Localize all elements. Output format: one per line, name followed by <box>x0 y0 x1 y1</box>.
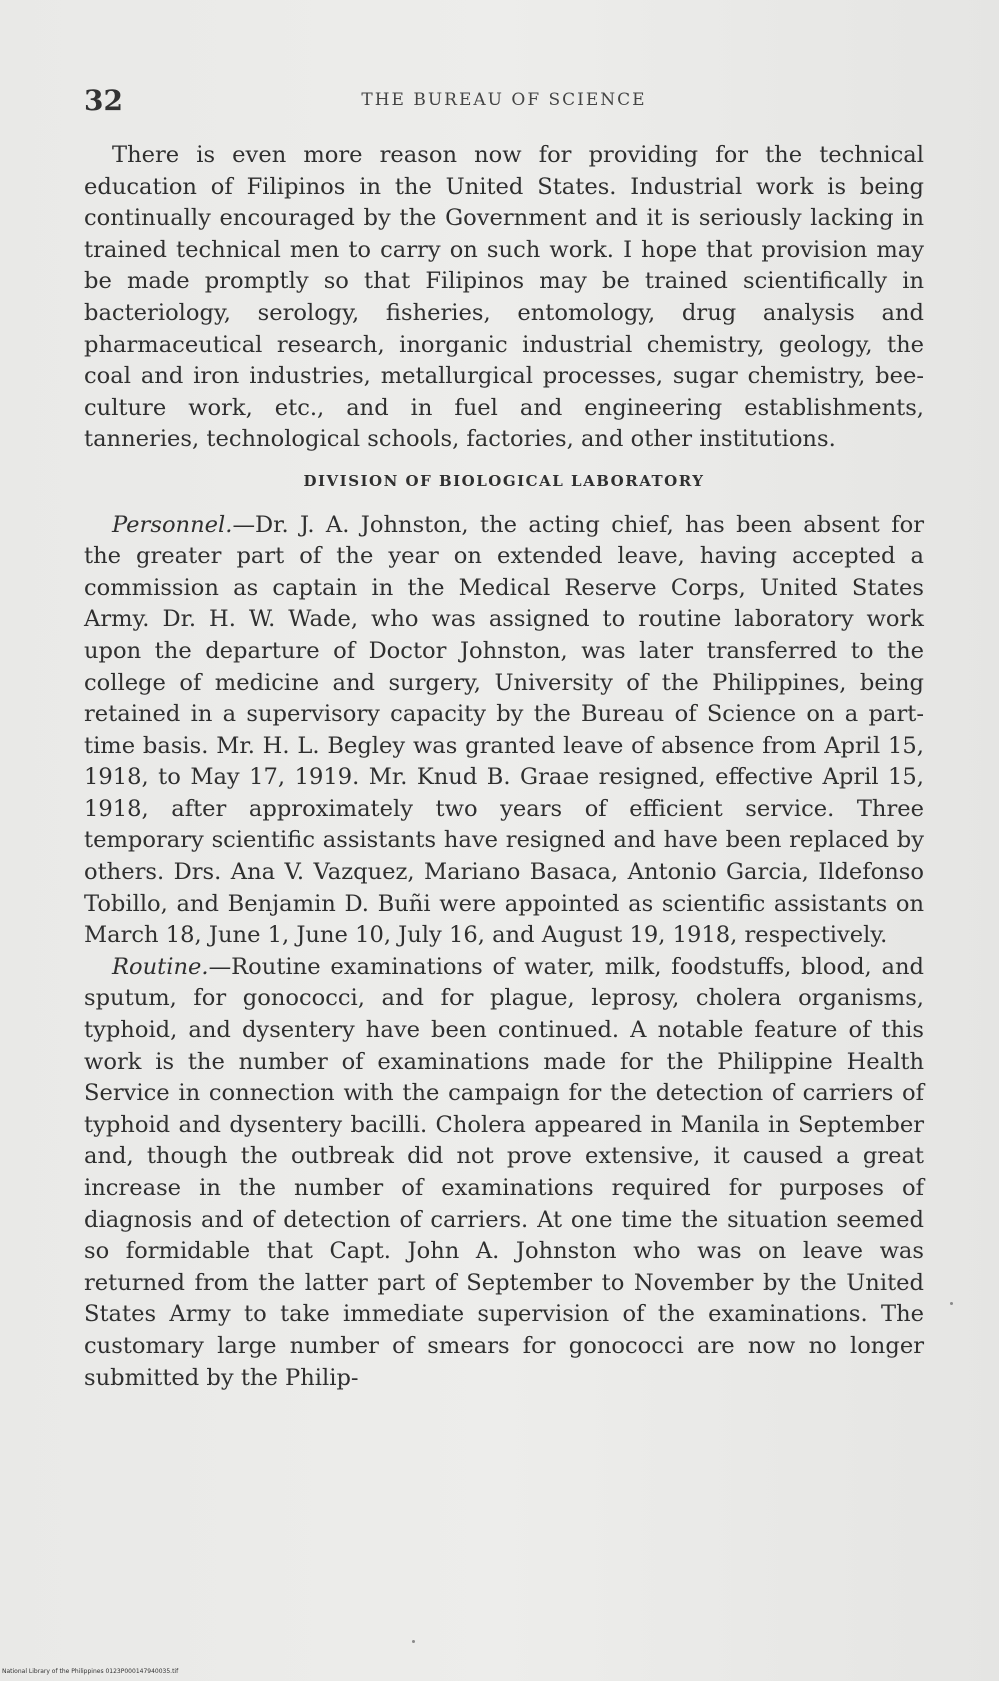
paragraph-text-routine: —Routine examinations of water, milk, foodstuffs, blood, and sputum, for gonococci, and for plague, leprosy, cholera organisms, typhoid, and dysentery have been continued. A notable feature of this work is the number of examinations made for the Philippine Health Service in connection with the campaign for the detection of carriers of typhoid and dysentery bacilli. Cholera appeared in Manila in September and, though the outbreak did not prove extensive, it caused a great increase in the number of examinations required for purposes of diagnosis and of detection of carriers. At one time the situation seemed so formidable that Capt. John A. Johnston who was on leave was returned from the latter part of September to November by the United States Army to take immediate supervision of the examinations. The customary large number of smears for gonococci are now no longer submitted by the Philip- <box>84 953 924 1391</box>
paragraph-lead-routine: Routine. <box>112 953 209 980</box>
paragraph-text-personnel: —Dr. J. A. Johnston, the acting chief, has been absent for the greater part of the year on extended leave, having accepted a commission as captain in the Medical Reserve Corps, United States Army. Dr. H. W. Wade, who was assigned to routine laboratory work upon the departure of Doctor Johnston, was later transferred to the college of medicine and surgery, University of the Philippines, being retained in a supervisory capacity by the Bureau of Science on a part-time basis. Mr. H. L. Begley was granted leave of absence from April 15, 1918, to May 17, 1919. Mr. Knud B. Graae resigned, effective April 15, 1918, after approximately two years of efficient service. Three temporary scientific assistants have resigned and have been replaced by others. Drs. Ana V. Vazquez, Mariano Basaca, Antonio Garcia, Ildefonso Tobillo, and Benjamin D. Buñi were appointed as scientific assistants on March 18, June 1, June 10, July 16, and August 19, 1918, respectively. <box>84 511 924 949</box>
scan-speck <box>412 1640 415 1643</box>
running-head: THE BUREAU OF SCIENCE <box>361 90 647 110</box>
scan-footer: National Library of the Philippines 0123P000147940035.tif <box>2 1668 179 1675</box>
paragraph-routine <box>84 952 924 1394</box>
paragraph-lead-personnel: Personnel. <box>112 511 233 538</box>
page-body <box>84 140 924 1394</box>
paragraph-technical-education: There is even more reason now for providing for the technical education of Filipinos in the United States. Industrial work is being continually encouraged by the Government and it is seriously lacking in trained technical men to carry on such work. I hope that provision may be made promptly so that Filipinos may be trained scientifically in bacteriology, serology, fisheries, entomology, drug analysis and pharmaceutical research, inorganic industrial chemistry, geology, the coal and iron industries, metallurgical processes, sugar chemistry, bee-culture work, etc., and in fuel and engineering establishments, tanneries, technological schools, factories, and other institutions. <box>84 142 924 453</box>
scan-speck <box>950 1302 953 1305</box>
section-heading: DIVISION OF BIOLOGICAL LABORATORY <box>303 471 705 490</box>
page-number: 32 <box>84 84 123 117</box>
page-header <box>84 84 924 124</box>
paragraph-personnel <box>84 510 924 952</box>
